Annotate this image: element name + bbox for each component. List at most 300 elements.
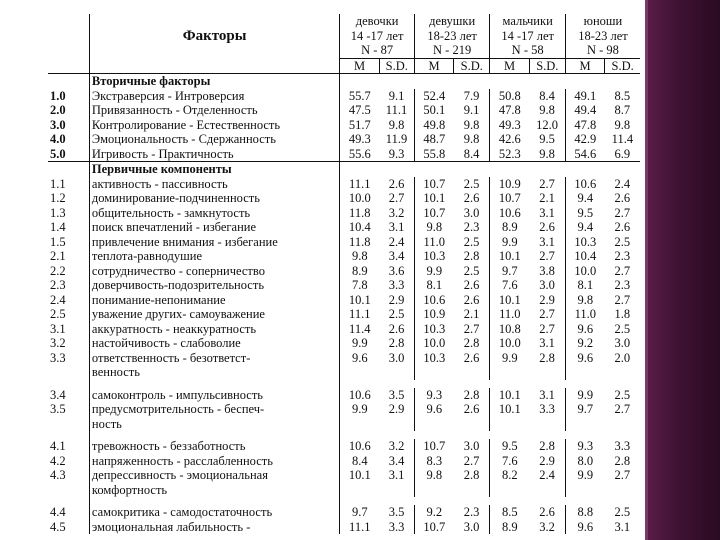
- mean-value: 10.4: [565, 249, 604, 264]
- sd-value: 2.1: [539, 191, 555, 205]
- mean-value: 10.1: [490, 249, 529, 264]
- sd-value: 2.6: [539, 220, 555, 234]
- secondary-factors-section: [48, 74, 640, 162]
- sd-value: 2.7: [463, 321, 480, 336]
- factor-name: [89, 103, 339, 118]
- factor-number: 3.5: [48, 402, 89, 417]
- table-row: [48, 351, 640, 366]
- mean-value: 10.1: [340, 293, 379, 308]
- factor-name-text: эмоциональная лабильность -: [91, 519, 251, 534]
- group-spacer-row: [48, 497, 640, 505]
- mean-value: 9.3: [565, 439, 604, 454]
- sd-value: 2.7: [539, 321, 555, 336]
- sd-value: 2.7: [539, 176, 555, 191]
- mean-value: 10.1: [490, 388, 529, 403]
- group-age: 14 -17 лет: [490, 29, 566, 44]
- mean-value: 10.6: [414, 293, 453, 308]
- mean-value: 8.9: [490, 520, 529, 535]
- mean-value: 9.9: [565, 388, 604, 403]
- sd-value: 2.5: [463, 263, 480, 278]
- m-header: M: [340, 58, 379, 74]
- mean-value: 11.1: [340, 520, 379, 535]
- factor-number: 1.2: [48, 191, 89, 206]
- factor-name-text: Игривость - Практичность: [91, 146, 234, 161]
- mean-value: 9.4: [565, 220, 604, 235]
- sd-value: 3.1: [539, 234, 555, 249]
- decorative-side-bar: [645, 0, 720, 540]
- mean-value: 9.4: [565, 191, 604, 206]
- mean-value: 9.2: [414, 505, 453, 520]
- sd-value: 3.2: [388, 439, 405, 453]
- table-row: [48, 307, 640, 322]
- sd-value: 8.4: [463, 146, 480, 161]
- mean-value: 55.8: [414, 147, 453, 162]
- sd-value: 3.3: [614, 439, 631, 453]
- factor-number: 4.1: [48, 439, 89, 454]
- sd-value: 9.8: [539, 103, 555, 117]
- sd-value: 1.8: [614, 307, 631, 321]
- table-row: [48, 278, 640, 293]
- mean-value: 10.0: [414, 336, 453, 351]
- group-age: 18-23 лет: [565, 29, 640, 44]
- factor-name-continuation: ность: [89, 417, 339, 432]
- sd-value: 3.0: [614, 336, 631, 350]
- factor-name: [89, 206, 339, 221]
- mean-value: 49.3: [340, 132, 379, 147]
- factor-name: [89, 118, 339, 133]
- sd-value: 3.1: [614, 519, 631, 534]
- mean-value: 11.0: [414, 235, 453, 250]
- factor-name-text: Эмоциональность - Сдержанность: [91, 132, 276, 146]
- mean-value: 9.5: [565, 206, 604, 221]
- table-row: [48, 132, 640, 147]
- sd-value: 9.8: [463, 117, 480, 132]
- group-name: мальчики: [490, 14, 566, 29]
- factor-name-text: доверчивость-подозрительность: [91, 278, 265, 292]
- sd-value: 2.6: [463, 350, 480, 365]
- sd-value: 3.1: [539, 336, 555, 350]
- sd-value: 3.1: [388, 220, 405, 234]
- mean-value: 11.1: [340, 307, 379, 322]
- factor-name-text: напряженность - расслабленность: [91, 453, 273, 468]
- section-heading: Вторичные факторы: [89, 74, 339, 89]
- mean-value: 9.6: [565, 520, 604, 535]
- table-row: [48, 388, 640, 403]
- table-row-continuation: [48, 417, 640, 432]
- sd-value: 9.8: [388, 117, 405, 132]
- sd-value: 2.1: [463, 307, 480, 321]
- header-row-names: [48, 14, 640, 29]
- table-row: [48, 220, 640, 235]
- factor-number: 3.3: [48, 351, 89, 366]
- mean-value: 10.0: [565, 264, 604, 279]
- factor-number: 2.3: [48, 278, 89, 293]
- mean-value: 10.7: [414, 206, 453, 221]
- sd-header: S.D.: [454, 58, 490, 74]
- mean-value: 50.1: [414, 103, 453, 118]
- sd-value: 3.2: [539, 519, 555, 534]
- sd-value: 9.8: [463, 132, 480, 146]
- group-n: N - 58: [490, 43, 566, 58]
- factor-name: [89, 336, 339, 351]
- mean-value: 47.5: [340, 103, 379, 118]
- factor-name: [89, 293, 339, 308]
- sd-value: 2.8: [614, 453, 631, 468]
- sd-value: 2.4: [614, 176, 631, 191]
- factor-name-text: привлечение внимания - избегание: [91, 234, 278, 249]
- sd-value: 2.6: [614, 191, 631, 205]
- sd-value: 3.6: [388, 263, 405, 278]
- factor-number: 4.5: [48, 520, 89, 535]
- mean-value: 10.6: [490, 206, 529, 221]
- factor-name: [89, 89, 339, 104]
- table-row: [48, 468, 640, 483]
- table-row-continuation: [48, 483, 640, 498]
- factor-name: [89, 439, 339, 454]
- factor-name: [89, 132, 339, 147]
- sd-value: 9.5: [539, 132, 555, 146]
- sd-value: 2.8: [463, 336, 480, 350]
- mean-value: 10.3: [414, 322, 453, 337]
- group-n: N - 87: [340, 43, 415, 58]
- mean-value: 8.4: [340, 454, 379, 469]
- mean-value: 9.8: [565, 293, 604, 308]
- mean-value: 49.8: [414, 118, 453, 133]
- m-header: M: [490, 58, 529, 74]
- sd-value: 2.6: [463, 402, 480, 416]
- group-n: N - 219: [414, 43, 490, 58]
- mean-value: 10.3: [414, 351, 453, 366]
- factor-name-text: Контролирование - Естественность: [91, 117, 281, 132]
- mean-value: 10.4: [340, 220, 379, 235]
- factor-number: 3.4: [48, 388, 89, 403]
- factor-number: 3.0: [48, 118, 89, 133]
- mean-value: 9.2: [565, 336, 604, 351]
- table-row-continuation: [48, 365, 640, 380]
- factor-number: 1.1: [48, 177, 89, 192]
- section-heading-row: [48, 74, 640, 89]
- sd-value: 3.2: [388, 205, 405, 220]
- mean-value: 54.6: [565, 147, 604, 162]
- sd-value: 2.7: [388, 191, 405, 205]
- factor-name-text: поиск впечатлений - избегание: [91, 220, 256, 234]
- m-header: M: [414, 58, 453, 74]
- header-row-stats: [48, 58, 640, 74]
- mean-value: 10.9: [490, 177, 529, 192]
- factor-name: [89, 505, 339, 520]
- sd-value: 9.1: [463, 103, 480, 117]
- table-row: [48, 249, 640, 264]
- sd-value: 2.9: [539, 453, 555, 468]
- mean-value: 7.8: [340, 278, 379, 293]
- mean-value: 8.9: [490, 220, 529, 235]
- factors-heading: Факторы: [89, 14, 339, 58]
- table-row: [48, 454, 640, 469]
- factor-name-text: аккуратность - неаккуратность: [91, 321, 257, 336]
- sd-value: 3.0: [388, 350, 405, 365]
- sd-value: 2.3: [614, 249, 631, 263]
- sd-value: 3.1: [539, 205, 555, 220]
- mean-value: 9.5: [490, 439, 529, 454]
- mean-value: 10.7: [490, 191, 529, 206]
- sd-value: 11.4: [611, 132, 634, 146]
- sd-value: 8.7: [614, 103, 631, 117]
- mean-value: 9.9: [490, 235, 529, 250]
- mean-value: 8.5: [490, 505, 529, 520]
- mean-value: 55.6: [340, 147, 379, 162]
- factor-name-text: общительность - замкнутость: [91, 205, 251, 220]
- factor-name: [89, 278, 339, 293]
- sd-value: 2.5: [463, 234, 480, 249]
- sd-value: 2.5: [463, 176, 480, 191]
- section-heading-row: [48, 162, 640, 177]
- factor-name: [89, 191, 339, 206]
- factors-table: [48, 14, 640, 534]
- factor-name: [89, 264, 339, 279]
- mean-value: 9.9: [340, 336, 379, 351]
- mean-value: 7.6: [490, 454, 529, 469]
- table-row: [48, 264, 640, 279]
- sd-value: 3.0: [539, 278, 555, 292]
- sd-header: S.D.: [379, 58, 414, 74]
- sd-value: 2.6: [463, 191, 480, 205]
- sd-value: 3.4: [388, 453, 405, 468]
- factor-number: 4.4: [48, 505, 89, 520]
- factor-name-text: доминирование-подчиненность: [91, 191, 260, 205]
- factor-name-text: теплота-равнодушие: [91, 249, 202, 263]
- factor-number: 4.2: [48, 454, 89, 469]
- sd-value: 2.8: [463, 468, 480, 482]
- mean-value: 8.3: [414, 454, 453, 469]
- factor-name: [89, 177, 339, 192]
- factor-name: [89, 520, 339, 535]
- factor-number: 3.2: [48, 336, 89, 351]
- factor-number: 4.3: [48, 468, 89, 483]
- sd-value: 3.3: [388, 519, 405, 534]
- mean-value: 8.2: [490, 468, 529, 483]
- mean-value: 8.8: [565, 505, 604, 520]
- sd-value: 3.0: [463, 205, 480, 220]
- factor-name: [89, 249, 339, 264]
- sd-value: 2.7: [614, 468, 631, 482]
- sd-value: 9.8: [614, 117, 631, 132]
- factor-name-text: предусмотрительность - беспеч-: [91, 402, 265, 416]
- sd-value: 2.6: [388, 321, 405, 336]
- sd-value: 2.6: [463, 292, 480, 307]
- factor-name-text: тревожность - беззаботность: [91, 439, 246, 453]
- sd-value: 2.8: [463, 387, 480, 402]
- mean-value: 9.3: [414, 388, 453, 403]
- sd-value: 3.1: [388, 468, 405, 482]
- factor-name: [89, 402, 339, 417]
- group-name: девочки: [340, 14, 415, 29]
- mean-value: 55.7: [340, 89, 379, 104]
- sd-value: 3.1: [539, 387, 555, 402]
- factor-number: 2.4: [48, 293, 89, 308]
- factor-name: [89, 322, 339, 337]
- sd-value: 3.5: [388, 505, 405, 519]
- table-row: [48, 89, 640, 104]
- factor-name-text: уважение других- самоуважение: [91, 307, 265, 321]
- sd-value: 7.9: [463, 88, 480, 103]
- sd-value: 9.8: [539, 146, 555, 161]
- factor-number: 1.4: [48, 220, 89, 235]
- sd-value: 2.3: [614, 278, 631, 292]
- table-row: [48, 505, 640, 520]
- factor-name-text: настойчивость - слабоволие: [91, 336, 241, 350]
- group-name: девушки: [414, 14, 490, 29]
- sd-value: 2.5: [388, 307, 405, 321]
- sd-value: 2.6: [388, 176, 405, 191]
- mean-value: 11.4: [340, 322, 379, 337]
- mean-value: 11.1: [340, 177, 379, 192]
- sd-value: 2.7: [463, 453, 480, 468]
- factor-name-continuation: венность: [89, 365, 339, 380]
- factor-name-text: самоконтроль - импульсивность: [91, 387, 264, 402]
- mean-value: 10.7: [414, 439, 453, 454]
- group-spacer-row: [48, 431, 640, 439]
- sd-value: 3.8: [539, 263, 555, 278]
- sd-value: 2.8: [388, 336, 405, 350]
- sd-value: 3.5: [388, 387, 405, 402]
- mean-value: 50.8: [490, 89, 529, 104]
- factor-number: 2.0: [48, 103, 89, 118]
- sd-value: 2.8: [463, 249, 480, 263]
- sd-value: 3.0: [463, 439, 480, 453]
- mean-value: 8.1: [414, 278, 453, 293]
- sd-value: 2.7: [614, 205, 631, 220]
- mean-value: 10.3: [565, 235, 604, 250]
- mean-value: 9.9: [565, 468, 604, 483]
- sd-value: 2.5: [614, 387, 631, 402]
- sd-value: 2.9: [539, 292, 555, 307]
- factor-name-text: понимание-непонимание: [91, 292, 226, 307]
- sd-value: 11.9: [385, 132, 408, 146]
- factor-number: 3.1: [48, 322, 89, 337]
- mean-value: 10.7: [414, 177, 453, 192]
- mean-value: 10.6: [340, 439, 379, 454]
- sd-value: 8.5: [614, 88, 631, 103]
- factor-number: 2.1: [48, 249, 89, 264]
- mean-value: 10.6: [340, 388, 379, 403]
- factor-number: 1.3: [48, 206, 89, 221]
- sd-value: 2.8: [539, 439, 555, 453]
- sd-value: 2.7: [614, 263, 631, 278]
- mean-value: 9.7: [565, 402, 604, 417]
- group-age: 18-23 лет: [414, 29, 490, 44]
- sd-value: 12.0: [536, 117, 558, 132]
- sd-value: 2.9: [388, 402, 405, 416]
- mean-value: 9.8: [414, 220, 453, 235]
- sd-value: 3.4: [388, 249, 405, 263]
- table-row: [48, 118, 640, 133]
- primary-components-section: [48, 162, 640, 535]
- table-row: [48, 402, 640, 417]
- factor-number: 2.2: [48, 264, 89, 279]
- mean-value: 9.6: [565, 322, 604, 337]
- table-row: [48, 177, 640, 192]
- sd-value: 2.6: [614, 220, 631, 234]
- scanned-table-document: [48, 14, 640, 540]
- sd-value: 2.9: [388, 292, 405, 307]
- mean-value: 10.0: [490, 336, 529, 351]
- mean-value: 10.7: [414, 520, 453, 535]
- factor-name: [89, 388, 339, 403]
- table-row: [48, 147, 640, 162]
- mean-value: 10.1: [340, 468, 379, 483]
- factor-name: [89, 307, 339, 322]
- mean-value: 10.3: [414, 249, 453, 264]
- factor-name-text: сотрудничество - соперничество: [91, 263, 265, 278]
- sd-value: 3.0: [463, 519, 480, 534]
- mean-value: 10.6: [565, 177, 604, 192]
- table-row: [48, 439, 640, 454]
- mean-value: 52.3: [490, 147, 529, 162]
- mean-value: 9.8: [340, 249, 379, 264]
- factor-name: [89, 220, 339, 235]
- mean-value: 9.8: [414, 468, 453, 483]
- mean-value: 42.6: [490, 132, 529, 147]
- mean-value: 10.1: [490, 402, 529, 417]
- mean-value: 10.1: [490, 293, 529, 308]
- factor-number: 4.0: [48, 132, 89, 147]
- mean-value: 52.4: [414, 89, 453, 104]
- group-age: 14 -17 лет: [340, 29, 415, 44]
- mean-value: 49.1: [565, 89, 604, 104]
- table-row: [48, 191, 640, 206]
- sd-value: 6.9: [614, 146, 631, 161]
- mean-value: 8.1: [565, 278, 604, 293]
- factor-name-text: активность - пассивность: [91, 176, 228, 191]
- factor-name-text: депрессивность - эмоциональная: [91, 468, 268, 482]
- mean-value: 10.0: [340, 191, 379, 206]
- group-n: N - 98: [565, 43, 640, 58]
- mean-value: 9.7: [340, 505, 379, 520]
- sd-value: 2.4: [539, 468, 555, 482]
- sd-value: 2.5: [614, 234, 631, 249]
- mean-value: 10.9: [414, 307, 453, 322]
- mean-value: 9.9: [414, 264, 453, 279]
- mean-value: 10.1: [414, 191, 453, 206]
- table-row: [48, 520, 640, 535]
- sd-value: 3.3: [388, 278, 405, 292]
- factor-name: [89, 454, 339, 469]
- mean-value: 9.6: [414, 402, 453, 417]
- sd-value: 2.3: [463, 220, 480, 234]
- mean-value: 51.7: [340, 118, 379, 133]
- factor-number: 2.5: [48, 307, 89, 322]
- mean-value: 8.9: [340, 264, 379, 279]
- mean-value: 11.8: [340, 206, 379, 221]
- sd-value: 2.7: [614, 402, 631, 416]
- sd-value: 2.6: [539, 505, 555, 519]
- sd-value: 2.3: [463, 505, 480, 519]
- mean-value: 47.8: [565, 118, 604, 133]
- section-heading: Первичные компоненты: [89, 162, 339, 177]
- factor-name-continuation: комфортность: [89, 483, 339, 498]
- table-row: [48, 322, 640, 337]
- mean-value: 49.4: [565, 103, 604, 118]
- factor-name-text: Экстраверсия - Интроверсия: [91, 88, 245, 103]
- sd-value: 2.4: [388, 234, 405, 249]
- mean-value: 9.6: [565, 351, 604, 366]
- table-row: [48, 206, 640, 221]
- table-row: [48, 293, 640, 308]
- mean-value: 48.7: [414, 132, 453, 147]
- sd-value: 2.5: [614, 321, 631, 336]
- factor-number: 1.5: [48, 235, 89, 250]
- table-row: [48, 103, 640, 118]
